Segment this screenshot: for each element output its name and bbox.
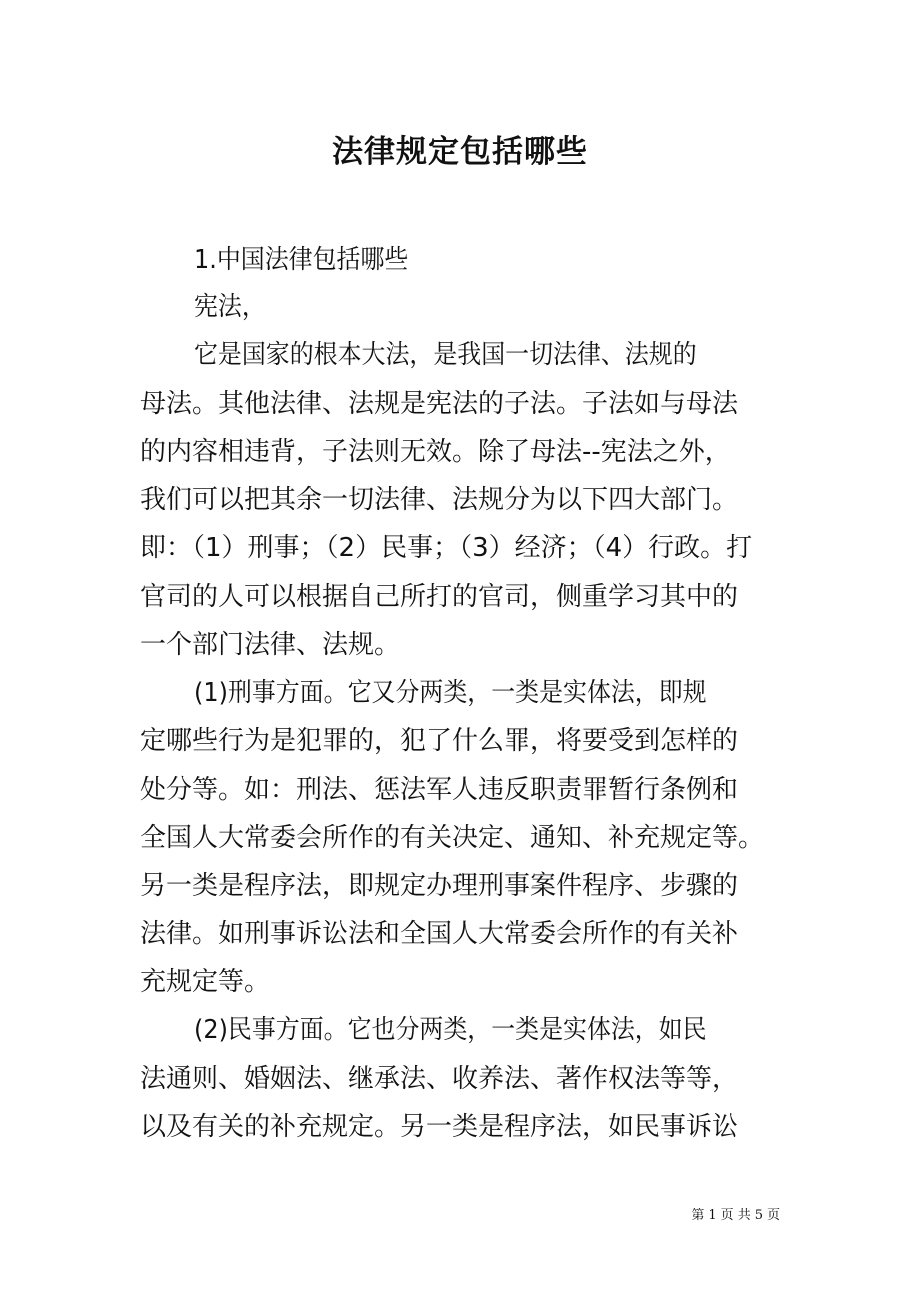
body-line: 定哪些行为是犯罪的，犯了什么罪，将要受到怎样的 [140,726,739,756]
footer-gong: 共 [737,1208,751,1223]
body-line: 官司的人可以根据自己所打的官司，侧重学习其中的 [140,582,739,612]
body-line: 另一类是程序法，即规定办理刑事案件程序、步骤的 [140,871,739,901]
body-line: 法通则、婚姻法、继承法、收养法、著作权法等等， [140,1064,739,1094]
body-line: 法律。如刑事诉讼法和全国人大常委会所作的有关补 [140,919,739,949]
page-footer [691,1206,780,1226]
body-line: 它是国家的根本大法，是我国一切法律、法规的 [194,340,697,370]
body-line: 我们可以把其余一切法律、法规分为以下四大部门。 [140,485,739,515]
body-line: (2)民事方面。它也分两类，一类是实体法，如民 [194,1015,707,1045]
total-pages-number: 5 [754,1208,763,1223]
footer-ye: 页 [720,1208,734,1223]
section-heading: 1.中国法律包括哪些 [194,245,409,275]
footer-di: 第 [691,1208,705,1223]
body-line: 宪法， [194,292,266,322]
body-line: 母法。其他法律、法规是宪法的子法。子法如与母法 [140,389,739,419]
document-title: 法律规定包括哪些 [332,134,588,170]
body-line: 一个部门法律、法规。 [140,630,401,660]
body-line: 处分等。如：刑法、惩法军人违反职责罪暂行条例和 [140,775,739,805]
body-line: 充规定等。 [140,967,271,997]
footer-ye: 页 [766,1208,780,1223]
body-line: 的内容相违背，子法则无效。除了母法--宪法之外， [140,437,731,467]
body-line: 全国人大常委会所作的有关决定、通知、补充规定等。 [140,823,765,853]
current-page-number: 1 [708,1208,717,1223]
body-line: (1)刑事方面。它又分两类，一类是实体法，即规 [194,678,707,708]
body-line: 以及有关的补充规定。另一类是程序法，如民事诉讼 [140,1112,739,1142]
body-line: 即：（1）刑事；（2）民事；（3）经济；（4）行政。打 [140,533,753,563]
